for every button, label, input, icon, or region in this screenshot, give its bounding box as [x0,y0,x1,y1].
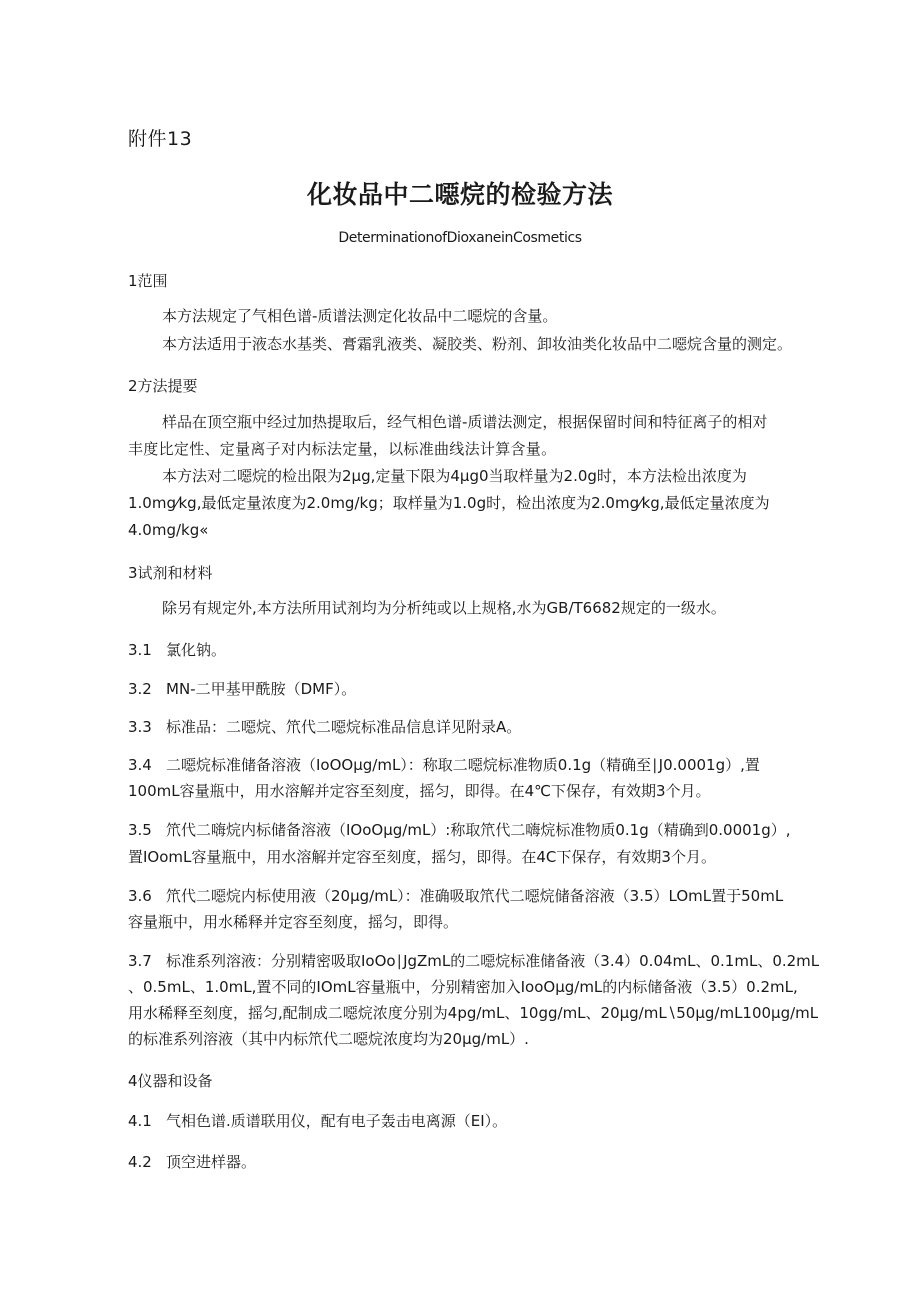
item-number: 3.4 [128,756,152,774]
document-subtitle: DeterminationofDioxaneinCosmetics [338,230,582,246]
section-1-paragraph: 本方法适用于液态水基类、膏霜乳液类、凝胶类、粉剂、卸妆油类化妆品中二噁烷含量的测定。 [162,335,793,353]
section-2-paragraph: 4.0mg/kg« [128,521,209,539]
item-text-continued: 置IOomL容量瓶中，用水溶解并定容至刻度，摇匀，即得。在4C下保存，有效期3个月。 [128,848,716,866]
item-text: 顶空进样器。 [166,1153,257,1171]
item-text-continued: 的标准系列溶液（其中内标笊代二噁烷浓度均为20μg∕mL）. [128,1030,529,1048]
section-1-heading: 1范围 [128,272,168,290]
list-item [128,679,356,699]
list-item [128,640,226,660]
item-number: 4.2 [128,1153,152,1171]
section-4-heading: 4仪器和设备 [128,1072,213,1090]
section-2-paragraph: 1.0mg⁄kg,最低定量浓度为2.0mg/kg；取样量为1.0g时，检出浓度为2.0mg⁄kg,最低定量浓度为 [128,494,770,512]
document-title: 化妆品中二噁烷的检验方法 [306,180,613,209]
item-text-continued: 用水稀释至刻度，摇匀,配制成二噁烷浓度分别为4pg/mL、10gg/mL、20μg∕mL∖50μg∕mL100μg∕mL [128,1004,819,1022]
section-2-paragraph: 本方法对二噁烷的检出限为2μg,定量下限为4μg0当取样量为2.0g时，本方法检出浓度为 [162,467,747,485]
item-text-continued: 容量瓶中，用水稀释并定容至刻度，摇匀，即得。 [128,913,459,931]
item-number: 3.5 [128,821,152,839]
item-text: 气相色谱.质谱联用仪，配有电子轰击电离源（EI）。 [166,1112,508,1130]
item-number: 3.3 [128,718,152,736]
item-text: MN-二甲基甲酰胺（DMF）。 [166,680,357,698]
item-text: 二噁烷标准储备溶液（IoOOμg∕mL）：称取二噁烷标准物质0.1g（精确至∣J0.0001g）,置 [166,756,760,774]
list-item [128,886,783,906]
item-text: 笊代二噁烷内标使用液（20μg∕mL）：准确吸取笊代二噁烷储备溶液（3.5）LOmL置于50mL [166,887,784,905]
section-2-heading: 2方法提要 [128,377,198,395]
section-3-intro: 除另有规定外,本方法所用试剂均为分析纯或以上规格,水为GB/T6682规定的一级水。 [162,599,726,617]
item-text: 氯化钠。 [166,641,227,659]
list-item [128,1111,507,1131]
list-item [128,755,760,775]
item-number: 4.1 [128,1112,152,1130]
item-number: 3.7 [128,952,152,970]
item-text-continued: 100mL容量瓶中，用水溶解并定容至刻度，摇匀，即得。在4℃下保存，有效期3个月。 [128,782,711,800]
attachment-label: 附件13 [128,128,193,150]
list-item [128,717,521,737]
item-number: 3.6 [128,887,152,905]
section-2-paragraph: 样品在顶空瓶中经过加热提取后，经气相色谱-质谱法测定，根据保留时间和特征离子的相对 [162,413,768,431]
list-item [128,1152,256,1172]
section-1-paragraph: 本方法规定了气相色谱-质谱法测定化妆品中二噁烷的含量。 [162,307,558,325]
section-3-heading: 3试剂和材料 [128,564,213,582]
item-number: 3.2 [128,680,152,698]
item-text-continued: 、0.5mL、1.0mL,置不同的IOmL容量瓶中，分别精密加入IooOμg∕mL的内标储备液（3.5）0.2mL, [128,978,798,996]
section-2-paragraph: 丰度比定性、定量离子对内标法定量，以标准曲线法计算含量。 [128,440,557,458]
item-text: 标准品：二噁烷、笊代二噁烷标准品信息详见附录A。 [166,718,522,736]
item-number: 3.1 [128,641,152,659]
item-text: 标准系列溶液：分别精密吸取IoOo∣JgZmL的二噁烷标准储备液（3.4）0.04mL、0.1mL、0.2mL [166,952,820,970]
list-item [128,951,819,971]
item-text: 笊代二嗨烷内标储备溶液（IOoOμg∕mL）:称取笊代二嗨烷标准物质0.1g（精确到0.0001g）, [166,821,791,839]
list-item [128,820,791,840]
